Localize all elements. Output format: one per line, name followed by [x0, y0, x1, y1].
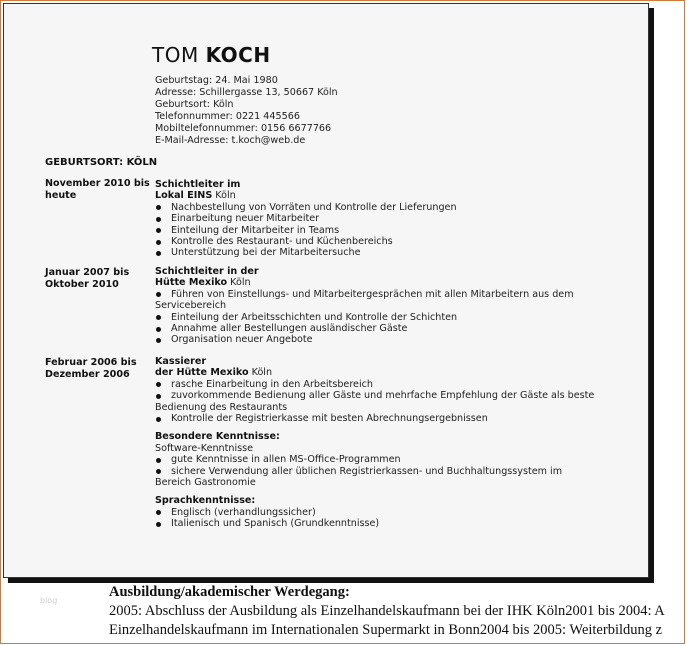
contact-block [155, 75, 338, 148]
job-title: Schichtleiter im [155, 179, 241, 190]
job-duties [155, 289, 595, 346]
job-employer: Lokal EINS Köln [155, 190, 236, 202]
skills-section [155, 431, 595, 488]
job-duties [155, 202, 595, 259]
skills-title: Besondere Kenntnisse: [155, 431, 280, 443]
contact-mobile: Mobiltelefonnummer: 0156 6677766 [155, 123, 332, 135]
job-title: Kassierer [155, 356, 207, 367]
contact-birthplace: Geburtsort: Köln [155, 99, 234, 111]
list-item: Englisch (verhandlungssicher) [155, 507, 595, 518]
job-entry [155, 266, 595, 346]
job-employer: Hütte Mexiko Köln [155, 277, 251, 289]
list-item: Führen von Einstellungs- und Mitarbeitergesprächen mit allen Mitarbeitern aus dem Servicebereich [155, 289, 595, 312]
job-date: November 2010 bis heute [45, 178, 150, 201]
job-entry [155, 179, 595, 259]
job-title: Schichtleiter in der [155, 266, 259, 277]
candidate-name [152, 43, 271, 67]
list-item: Einteilung der Arbeitsschichten und Kontrolle der Schichten [155, 312, 595, 323]
contact-email: E-Mail-Adresse: t.koch@web.de [155, 135, 306, 147]
job-date: Januar 2007 bis Oktober 2010 [45, 267, 130, 290]
list-item: Einteilung der Mitarbeiter in Teams [155, 225, 595, 236]
job-date: Februar 2006 bis Dezember 2006 [45, 357, 137, 380]
job-employer: der Hütte Mexiko Köln [155, 367, 273, 379]
list-item: rasche Einarbeitung in den Arbeitsbereich [155, 379, 595, 390]
list-item: sichere Verwendung aller üblichen Registrierkassen- und Buchhaltungssystem im Bereich Gastronomie [155, 466, 595, 489]
contact-birthday: Geburtstag: 24. Mai 1980 [155, 75, 278, 86]
list-item: Annahme aller Bestellungen ausländischer Gäste [155, 323, 595, 334]
languages-section [155, 495, 595, 529]
list-item: Nachbestellung von Vorräten und Kontrolle der Lieferungen [155, 202, 595, 213]
watermark: blog [40, 596, 58, 605]
skills-subtitle: Software-Kenntnisse [155, 442, 254, 454]
education-heading: Ausbildung/akademischer Werdegang: [109, 584, 350, 600]
list-item: Unterstützung bei der Mitarbeitersuche [155, 247, 595, 258]
section-heading: GEBURTSORT: KÖLN [45, 157, 158, 168]
languages-list [155, 507, 595, 530]
list-item: Kontrolle des Restaurant- und Küchenbereichs [155, 236, 595, 247]
education-line: 2005: Abschluss der Ausbildung als Einzelhandelskaufmann bei der IHK Köln2001 bis 2004: A [109, 603, 665, 619]
resume-sheet [3, 3, 649, 578]
first-name: TOM [152, 43, 199, 67]
education-line: Einzelhandelskaufmann im Internationalen Supermarkt in Bonn2004 bis 2005: Weiterbildung z [109, 622, 663, 638]
last-name: KOCH [205, 43, 271, 67]
list-item: Einarbeitung neuer Mitarbeiter [155, 213, 595, 224]
languages-title: Sprachkenntnisse: [155, 495, 256, 507]
list-item: zuvorkommende Bedienung aller Gäste und mehrfache Empfehlung der Gäste als beste Bedienung des Restaurants [155, 390, 595, 413]
contact-address: Adresse: Schillergasse 13, 50667 Köln [155, 87, 338, 99]
list-item: Organisation neuer Angebote [155, 334, 595, 345]
education-block [109, 583, 687, 640]
list-item: Italienisch und Spanisch (Grundkenntnisse) [155, 518, 595, 529]
job-entry [155, 356, 595, 530]
skills-list [155, 454, 595, 488]
contact-phone: Telefonnummer: 0221 445566 [155, 111, 300, 123]
job-duties [155, 379, 595, 425]
list-item: gute Kenntnisse in allen MS-Office-Programmen [155, 454, 595, 465]
list-item: Kontrolle der Registrierkasse mit besten Abrechnungsergebnissen [155, 413, 595, 424]
